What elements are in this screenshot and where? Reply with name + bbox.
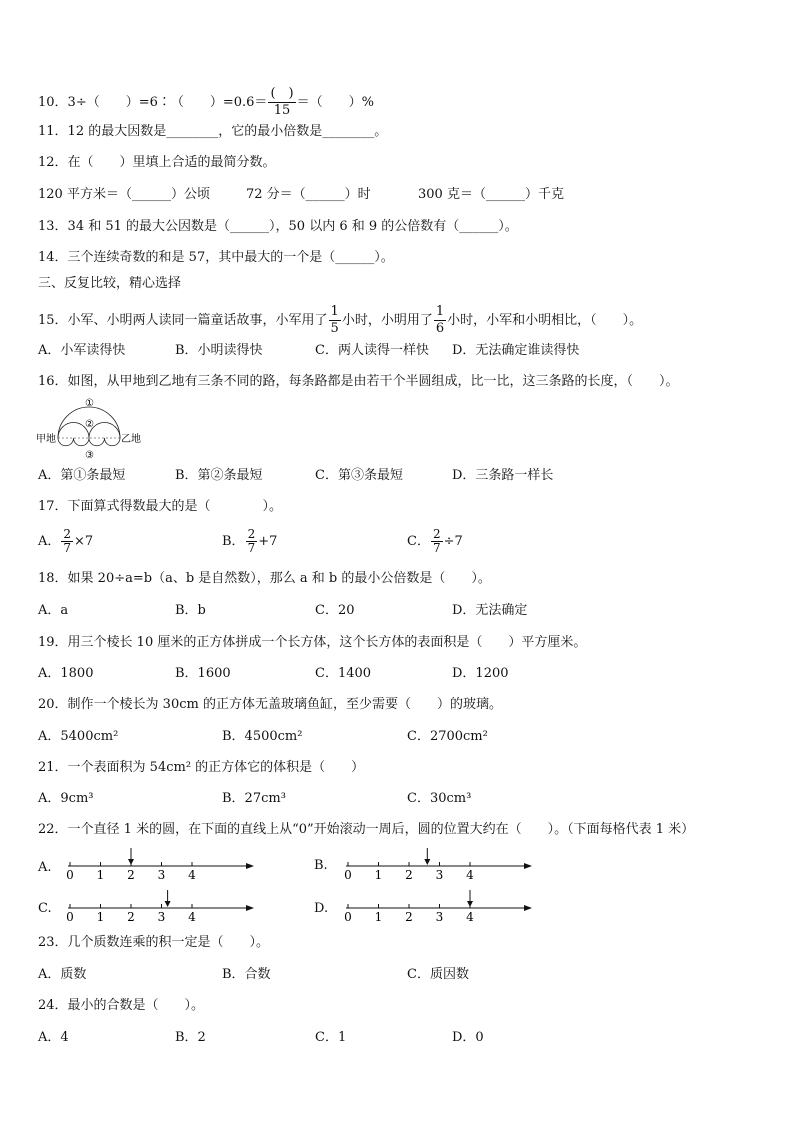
number-line-tick-label: 1: [374, 910, 383, 924]
q22-option-d-label[interactable]: D.: [314, 901, 329, 916]
q24-option-d[interactable]: D．0: [452, 1030, 484, 1045]
q16-option-c[interactable]: C．第③条最短: [315, 468, 403, 483]
question-16: 16．如图，从甲地到乙地有三条不同的路，每条路都是由若干个半圆组成，比一比，这三条路的长度，（ ）。: [38, 374, 679, 389]
three-paths-semicircle-figure: [34, 396, 152, 460]
question-12-part-1: 120 平方米＝（______）公顷: [38, 187, 210, 202]
number-line-tick-label: 4: [466, 868, 474, 882]
place-label-yi: 乙地: [121, 434, 141, 445]
question-12-part-3: 300 克＝（______）千克: [418, 187, 564, 202]
question-12-part-2: 72 分＝（______）时: [246, 187, 371, 202]
q24-option-b[interactable]: B．2: [175, 1030, 206, 1045]
number-line-tick-label: 2: [405, 868, 413, 882]
question-13: 13．34 和 51 的最大公因数是（______），50 以内 6 和 9 的公倍数有（______）。: [38, 219, 518, 234]
fraction-one-sixth: $\frac{1}{6}$: [435, 304, 445, 336]
number-line-tick-label: 4: [188, 910, 196, 924]
position-arrow-head: [165, 901, 171, 907]
fraction-two-sevenths: $\frac{2}{7}$: [247, 527, 256, 555]
q15-option-d[interactable]: D．无法确定谁读得快: [452, 343, 580, 358]
q17-option-b[interactable]: B． $\frac{2}{7}$ +7: [222, 527, 278, 555]
number-line-arrowhead: [246, 863, 254, 869]
question-23: 23．几个质数连乘的积一定是（ ）。: [38, 935, 270, 950]
q15-option-b[interactable]: B．小明读得快: [175, 343, 263, 358]
question-12: 12．在（ ）里填上合适的最简分数。: [38, 155, 276, 170]
fraction-one-fifth: $\frac{1}{5}$: [330, 304, 339, 336]
number-line-tick-label: 0: [66, 868, 74, 882]
number-line-tick-label: 3: [157, 910, 166, 924]
path-marker-3: ③: [85, 450, 94, 460]
fraction-blank-over-15: $\frac{( )}{15}$: [270, 86, 294, 118]
q19-option-d[interactable]: D．1200: [452, 666, 509, 681]
path-marker-1: ①: [85, 398, 94, 409]
q20-option-c[interactable]: C．2700cm²: [407, 729, 488, 744]
question-10: 10．3÷（ ）=6∶（ ）=0.6＝ $\frac{( )}{15}$ ＝（ ）%: [38, 86, 374, 118]
q16-option-b[interactable]: B．第②条最短: [175, 468, 263, 483]
fraction-two-sevenths: $\frac{2}{7}$: [63, 527, 72, 555]
q20-option-a[interactable]: A．5400cm²: [38, 729, 119, 744]
number-line-tick-label: 3: [435, 910, 444, 924]
question-14: 14．三个连续奇数的和是 57，其中最大的一个是（______）。: [38, 250, 394, 265]
section-heading: 三、反复比较，精心选择: [38, 276, 182, 291]
number-line-tick-label: 3: [435, 868, 444, 882]
question-15: 15．小军、小明两人读同一篇童话故事，小军用了 $\frac{1}{5}$ 小时，小明用了 $\frac{1}{6}$ 小时，小军和小明相比，（ ）。: [38, 304, 643, 336]
q15-option-a[interactable]: A．小军读得快: [38, 343, 126, 358]
number-line-tick-label: 2: [127, 910, 135, 924]
question-17: 17．下面算式得数最大的是（ ）。: [38, 499, 283, 514]
q18-option-c[interactable]: C．20: [315, 603, 355, 618]
q21-option-c[interactable]: C．30cm³: [407, 791, 472, 806]
q18-option-b[interactable]: B．b: [175, 603, 206, 618]
number-line-tick-label: 1: [374, 868, 383, 882]
number-line-tick-label: 2: [127, 868, 135, 882]
question-11: 11．12 的最大因数是________，它的最小倍数是________。: [38, 124, 388, 139]
q22-option-a-label[interactable]: A.: [38, 860, 52, 875]
q19-option-b[interactable]: B．1600: [175, 666, 231, 681]
q16-option-d[interactable]: D．三条路一样长: [452, 468, 554, 483]
q21-option-b[interactable]: B．27cm³: [222, 791, 286, 806]
position-arrow-head: [128, 859, 134, 865]
number-line-tick-label: 4: [188, 868, 196, 882]
number-line-tick-label: 2: [405, 910, 413, 924]
question-22: 22．一个直径 1 米的圆，在下面的直线上从“0”开始滚动一周后，圆的位置大约在（ ）。（下面每格代表 1 米）: [38, 822, 695, 837]
number-line-a: [62, 846, 258, 884]
question-20: 20．制作一个棱长为 30cm 的正方体无盖玻璃鱼缸，至少需要（ ）的玻璃。: [38, 697, 502, 712]
number-line-c: [62, 888, 258, 926]
question-24: 24．最小的合数是（ ）。: [38, 998, 205, 1013]
q18-option-a[interactable]: A．a: [38, 603, 69, 618]
q23-option-c[interactable]: C．质因数: [407, 967, 469, 982]
q15-option-c[interactable]: C．两人读得一样快: [315, 343, 429, 358]
number-line-arrowhead: [524, 905, 532, 911]
number-line-tick-label: 1: [96, 910, 105, 924]
q19-option-c[interactable]: C．1400: [315, 666, 372, 681]
fraction-two-sevenths: $\frac{2}{7}$: [432, 527, 441, 555]
q19-option-a[interactable]: A．1800: [38, 666, 94, 681]
number-line-tick-label: 1: [96, 868, 105, 882]
question-18: 18．如果 20÷a=b（a、b 是自然数），那么 a 和 b 的最小公倍数是（ ）。: [38, 571, 491, 586]
q17-option-c[interactable]: C． $\frac{2}{7}$ ÷7: [407, 527, 463, 555]
position-arrow-head: [424, 859, 430, 865]
q16-option-a[interactable]: A．第①条最短: [38, 468, 126, 483]
q22-option-b-label[interactable]: B.: [314, 858, 328, 873]
number-line-tick-label: 3: [157, 868, 166, 882]
number-line-tick-label: 4: [466, 910, 474, 924]
q20-option-b[interactable]: B．4500cm²: [222, 729, 303, 744]
q23-option-b[interactable]: B．合数: [222, 967, 271, 982]
q17-option-a[interactable]: A． $\frac{2}{7}$ ×7: [38, 527, 94, 555]
question-19: 19．用三个棱长 10 厘米的正方体拼成一个长方体，这个长方体的表面积是（ ）平方厘米。: [38, 635, 587, 650]
q24-option-a[interactable]: A．4: [38, 1030, 69, 1045]
q18-option-d[interactable]: D．无法确定: [452, 603, 528, 618]
number-line-arrowhead: [524, 863, 532, 869]
question-21: 21．一个表面积为 54cm² 的正方体它的体积是（ ）: [38, 760, 365, 775]
number-line-tick-label: 0: [344, 910, 352, 924]
place-label-jia: 甲地: [36, 434, 56, 445]
q22-option-c-label[interactable]: C.: [38, 901, 52, 916]
position-arrow-head: [467, 901, 473, 907]
number-line-d: [340, 888, 536, 926]
number-line-tick-label: 0: [66, 910, 74, 924]
q23-option-a[interactable]: A．质数: [38, 967, 87, 982]
q21-option-a[interactable]: A．9cm³: [38, 791, 94, 806]
path-marker-2: ②: [85, 419, 94, 430]
number-line-tick-label: 0: [344, 868, 352, 882]
number-line-arrowhead: [246, 905, 254, 911]
number-line-b: [340, 846, 536, 884]
q24-option-c[interactable]: C．1: [315, 1030, 347, 1045]
